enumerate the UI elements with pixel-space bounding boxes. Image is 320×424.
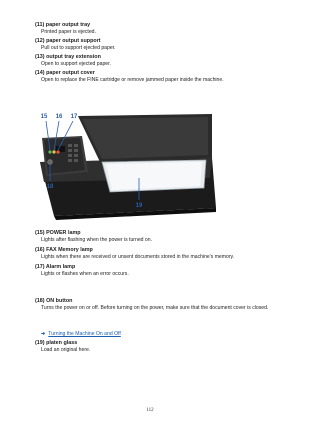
- item-desc: Lights after flashing when the power is turned on.: [41, 237, 152, 243]
- item-term: (11) paper output tray: [35, 22, 91, 28]
- item-term: (17) Alarm lamp: [35, 264, 76, 270]
- callout-19: 19: [135, 203, 143, 209]
- item-term: (13) output tray extension: [35, 54, 101, 60]
- related-link-row: [41, 331, 121, 338]
- item-on-button: [35, 298, 285, 312]
- callout-16: 16: [55, 114, 63, 120]
- item-paper-output-cover: [35, 70, 285, 84]
- item-term: (18) ON button: [35, 298, 73, 304]
- item-desc: Lights when there are received or unsent documents stored in the machine's memory.: [41, 254, 235, 260]
- item-desc: Load an original here.: [41, 347, 91, 353]
- on-button: [48, 160, 53, 165]
- page-number: 112: [146, 408, 154, 413]
- item-alarm-lamp: [35, 264, 285, 278]
- printer-illustration: [30, 108, 220, 220]
- item-desc: Printed paper is ejected.: [41, 29, 96, 35]
- item-output-tray-extension: [35, 54, 285, 68]
- item-term: (14) paper output cover: [35, 70, 95, 76]
- item-paper-output-support: [35, 38, 285, 52]
- item-desc: Pull out to support ejected paper.: [41, 45, 116, 51]
- item-term: (15) POWER lamp: [35, 230, 81, 236]
- power-lamp: [48, 150, 51, 153]
- callout-18: 18: [46, 184, 54, 190]
- item-fax-memory-lamp: [35, 247, 285, 261]
- turning-machine-on-off-link[interactable]: Turning the Machine On and Off: [48, 331, 121, 337]
- item-paper-output-tray: [35, 22, 285, 36]
- item-desc: Lights or flashes when an error occurs.: [41, 271, 129, 277]
- item-desc: Open to support ejected paper.: [41, 61, 111, 67]
- callout-17: 17: [70, 114, 78, 120]
- item-term: (16) FAX Memory lamp: [35, 247, 93, 253]
- arrow-icon: ➔: [41, 331, 46, 337]
- item-power-lamp: [35, 230, 285, 244]
- alarm-lamp: [56, 150, 59, 153]
- item-term: (19) platen glass: [35, 340, 78, 346]
- item-desc: Open to replace the FINE cartridge or remove jammed paper inside the machine.: [41, 77, 224, 83]
- item-term: (12) paper output support: [35, 38, 101, 44]
- callout-15: 15: [40, 114, 48, 120]
- item-desc: Turns the power on or off. Before turning on the power, make sure that the document cover is closed.: [41, 305, 269, 311]
- item-platen-glass: [35, 340, 285, 354]
- fax-memory-lamp: [52, 150, 55, 153]
